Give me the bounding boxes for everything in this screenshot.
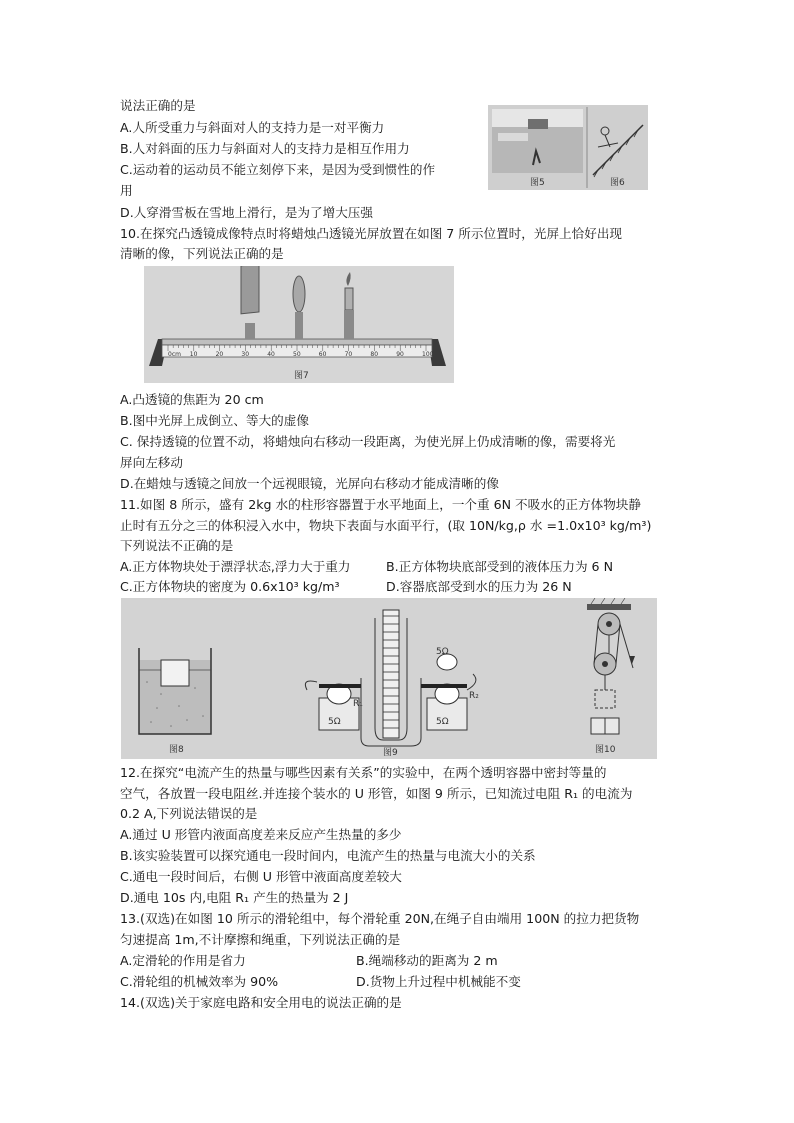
- q13-option-a: A.定滑轮的作用是省力: [120, 953, 246, 968]
- q10-option-b: B.图中光屏上成倒立、等大的虚像: [120, 413, 309, 428]
- light-screen: [241, 266, 259, 314]
- ruler-label: 20: [215, 351, 224, 358]
- q11-option-c: C.正方体物块的密度为 0.6x10³ kg/m³: [120, 579, 340, 594]
- fig8-caption: 图8: [169, 745, 184, 755]
- q10-option-c-cont: 屏向左移动: [120, 455, 183, 470]
- fig6-caption: 图6: [610, 178, 625, 188]
- optical-bench-rail: [162, 339, 432, 345]
- fig8-cube: [161, 660, 189, 686]
- q12-stem-line1: 12.在探究“电流产生的热量与哪些因素有关系”的实验中，在两个透明容器中密封等量的: [120, 765, 607, 780]
- figure-8-9-10: [121, 598, 657, 759]
- q9-option-d: D.人穿滑雪板在雪地上滑行，是为了增大压强: [120, 205, 373, 220]
- q9-option-c: C.运动着的运动员不能立刻停下来，是因为受到惯性的作: [120, 162, 436, 177]
- fig9-scale: [383, 610, 399, 738]
- fig9-right-box-label: 5Ω: [436, 717, 449, 727]
- ruler-label: 50: [293, 351, 301, 358]
- q14-stem: 14.(双选)关于家庭电路和安全用电的说法正确的是: [120, 995, 402, 1010]
- ruler-label: 90: [396, 351, 404, 358]
- q9-option-a: A.人所受重力与斜面对人的支持力是一对平衡力: [120, 120, 385, 135]
- q10-stem-line1: 10.在探究凸透镜成像特点时将蜡烛凸透镜光屏放置在如图 7 所示位置时，光屏上恰好出现: [120, 226, 623, 241]
- q11-option-a: A.正方体物块处于漂浮状态,浮力大于重力: [120, 559, 351, 574]
- figure-7: [144, 266, 454, 383]
- fig10-caption: 图10: [595, 745, 616, 755]
- ruler-label: 60: [318, 351, 327, 358]
- candle: [345, 288, 353, 310]
- q10-option-a: A.凸透镜的焦距为 20 cm: [120, 392, 264, 407]
- q11-stem-line2: 止时有五分之三的体积浸入水中，物块下表面与水面平行，(取 10N/kg,ρ 水 =1.0x10³ kg/m³): [120, 518, 652, 533]
- q9-option-c-cont: 用: [120, 183, 133, 198]
- fig5-caption: 图5: [530, 178, 545, 188]
- fig9-caption: 图9: [383, 748, 398, 758]
- q11-option-b: B.正方体物块底部受到的液体压力为 6 N: [386, 559, 613, 574]
- ruler-label: 40: [267, 351, 275, 358]
- q11-stem-line3: 下列说法不正确的是: [120, 538, 234, 553]
- ruler-label: 30: [241, 351, 250, 358]
- ruler-label: 70: [344, 351, 353, 358]
- ruler-label: 100: [422, 351, 434, 358]
- fig7-caption: 图7: [294, 371, 309, 381]
- q10-option-d: D.在蜡烛与透镜之间放一个远视眼镜，光屏向右移动才能成清晰的像: [120, 476, 499, 491]
- q12-stem-line2: 空气，各放置一段电阻丝.并连接个装水的 U 形管，如图 9 所示，已知流过电阻 R₁ 的电流为: [120, 786, 633, 801]
- fig9-r1-label: R₁: [353, 699, 363, 709]
- q11-stem-line1: 11.如图 8 所示，盛有 2kg 水的柱形容器置于水平地面上，一个重 6N 不吸水的正方体物块静: [120, 497, 641, 512]
- ruler-label: 0cm: [168, 351, 181, 358]
- q11-option-d: D.容器底部受到水的压力为 26 N: [386, 579, 572, 594]
- ruler-label: 80: [370, 351, 379, 358]
- q13-option-d: D.货物上升过程中机械能不变: [356, 974, 521, 989]
- convex-lens: [293, 276, 305, 312]
- ruler-label: 10: [189, 351, 198, 358]
- figure-5-6: [488, 105, 648, 190]
- q12-option-a: A.通过 U 形管内液面高度差来反应产生热量的多少: [120, 827, 402, 842]
- q9-stem: 说法正确的是: [120, 98, 196, 113]
- fig9-left-box-label: 5Ω: [328, 717, 341, 727]
- q13-stem-line1: 13.(双选)在如图 10 所示的滑轮组中，每个滑轮重 20N,在绳子自由端用 100N 的拉力把货物: [120, 911, 640, 926]
- q10-option-c: C. 保持透镜的位置不动，将蜡烛向右移动一段距离，为使光屏上仍成清晰的像，需要将光: [120, 434, 616, 449]
- q13-option-c: C.滑轮组的机械效率为 90%: [120, 974, 279, 989]
- q13-stem-line2: 匀速提高 1m,不计摩擦和绳重，下列说法正确的是: [120, 932, 401, 947]
- q13-option-b: B.绳端移动的距离为 2 m: [356, 953, 498, 968]
- q12-option-c: C.通电一段时间后，右侧 U 形管中液面高度差较大: [120, 869, 402, 884]
- fig9-r2-label: R₂: [469, 691, 479, 701]
- q12-stem-line3: 0.2 A,下列说法错误的是: [120, 806, 258, 821]
- q10-stem-line2: 清晰的像，下列说法正确的是: [120, 246, 284, 261]
- fig9-top-resistor-label: 5Ω: [436, 647, 449, 657]
- q12-option-d: D.通电 10s 内,电阻 R₁ 产生的热量为 2 J: [120, 890, 349, 905]
- q12-option-b: B.该实验装置可以探究通电一段时间内，电流产生的热量与电流大小的关系: [120, 848, 536, 863]
- q9-option-b: B.人对斜面的压力与斜面对人的支持力是相互作用力: [120, 141, 410, 156]
